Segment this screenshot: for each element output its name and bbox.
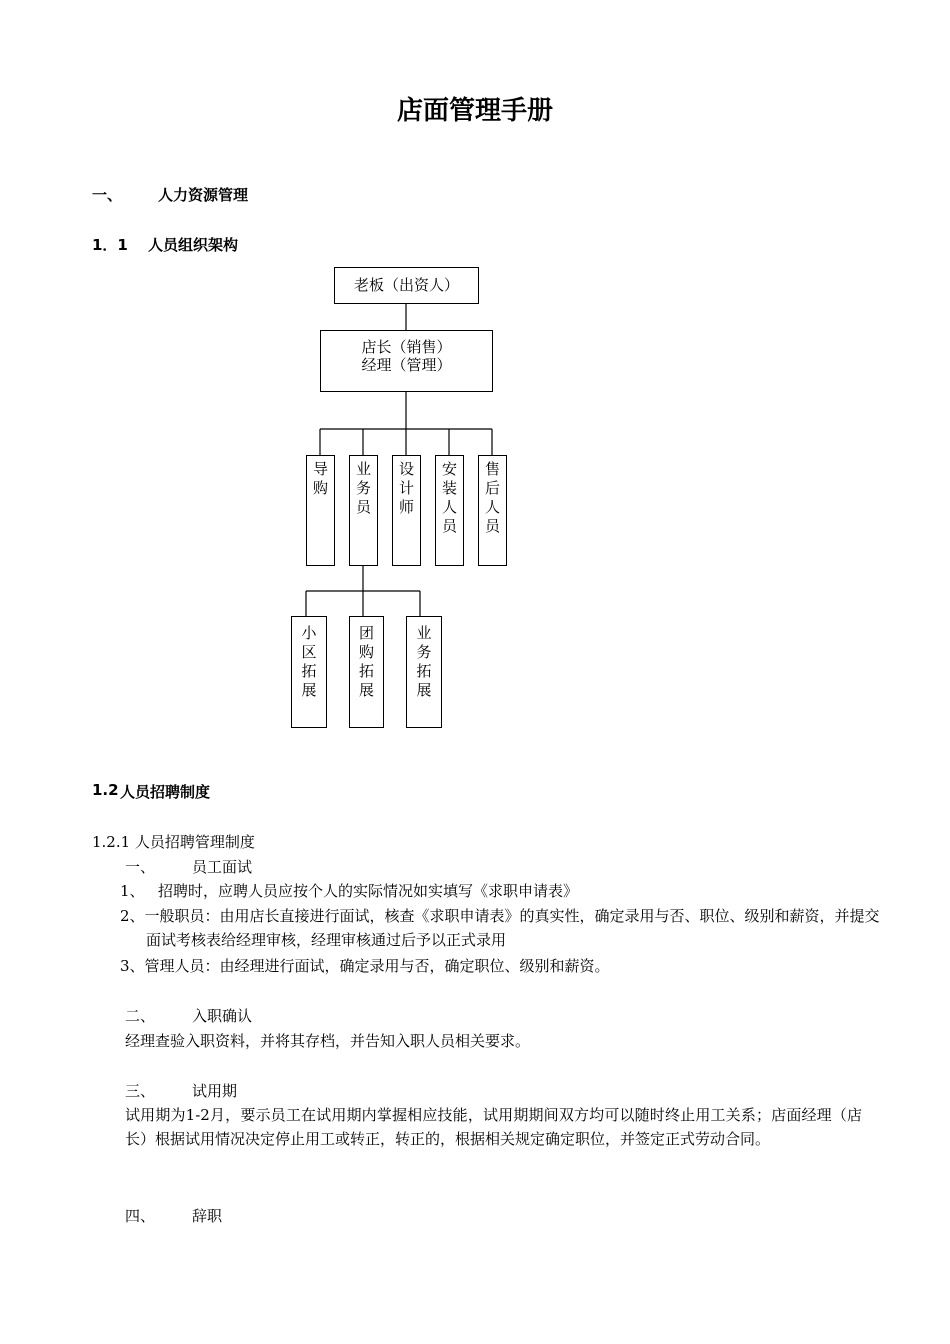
section-1-2-title: 人员招聘制度 xyxy=(120,783,211,801)
part-3-title: 试用期 xyxy=(192,1082,238,1100)
section-1-1-number: 1．1 xyxy=(92,236,128,254)
subsection-1-2-1: 1.2.1 人员招聘管理制度 xyxy=(92,833,255,851)
org-box-aftersales xyxy=(478,455,507,566)
org-box-guide-label: 导购 xyxy=(312,460,328,497)
org-box-boss: 老板（出资人） xyxy=(334,267,479,304)
org-box-manager xyxy=(320,330,493,392)
section-1-title: 人力资源管理 xyxy=(158,186,249,204)
org-box-guide xyxy=(306,455,335,566)
part-3-number: 三、 xyxy=(125,1082,156,1100)
part-2-number: 二、 xyxy=(125,1007,156,1025)
org-box-business xyxy=(406,616,442,728)
org-box-salesman-label: 业务员 xyxy=(355,460,371,516)
part-2-title: 入职确认 xyxy=(192,1007,253,1025)
org-box-group xyxy=(349,616,384,728)
part-1-number: 一、 xyxy=(125,858,156,876)
part-1-title: 员工面试 xyxy=(192,858,253,876)
part-1-item-1-number: 1、 xyxy=(120,882,145,900)
org-box-installer-label: 安装人员 xyxy=(441,460,457,535)
part-2-text: 经理查验入职资料，并将其存档，并告知入职人员相关要求。 xyxy=(125,1032,531,1050)
part-4-title: 辞职 xyxy=(192,1207,223,1225)
org-box-designer-label: 设计师 xyxy=(398,460,414,516)
part-1-item-3: 3、管理人员：由经理进行面试，确定录用与否，确定职位、级别和薪资。 xyxy=(120,957,610,975)
org-box-salesman xyxy=(349,455,378,566)
part-3-text: 试用期为1-2月，要示员工在试用期内掌握相应技能，试用期期间双方均可以随时终止用工关系；店面经理（店长）根据试用情况决定停止用工或转正，转正的，根据相关规定确定职位，并签定正式劳动合同。 xyxy=(125,1106,862,1148)
section-1-2-number: 1.2 xyxy=(92,781,119,799)
org-box-designer xyxy=(392,455,421,566)
section-1-1-title: 人员组织架构 xyxy=(148,236,239,254)
section-1-number: 一、 xyxy=(92,186,123,204)
org-box-aftersales-label: 售后人员 xyxy=(484,460,500,535)
org-box-installer xyxy=(435,455,464,566)
part-1-item-1: 招聘时，应聘人员应按个人的实际情况如实填写《求职申请表》 xyxy=(158,882,579,900)
org-manager-line-2: 经理（管理） xyxy=(361,356,452,374)
document-title: 店面管理手册 xyxy=(396,96,553,126)
org-manager-line-1: 店长（销售） xyxy=(361,338,452,356)
org-box-business-label: 业务拓展 xyxy=(416,624,432,699)
org-box-community-label: 小区拓展 xyxy=(301,624,317,699)
part-1-item-2: 2、一般职员：由用店长直接进行面试，核查《求职申请表》的真实性，确定录用与否、职位、级别和薪资，并提交面试考核表给经理审核，经理审核通过后予以正式录用 xyxy=(120,907,880,949)
org-box-group-label: 团购拓展 xyxy=(358,624,374,699)
part-4-number: 四、 xyxy=(125,1207,156,1225)
org-box-community xyxy=(291,616,327,728)
